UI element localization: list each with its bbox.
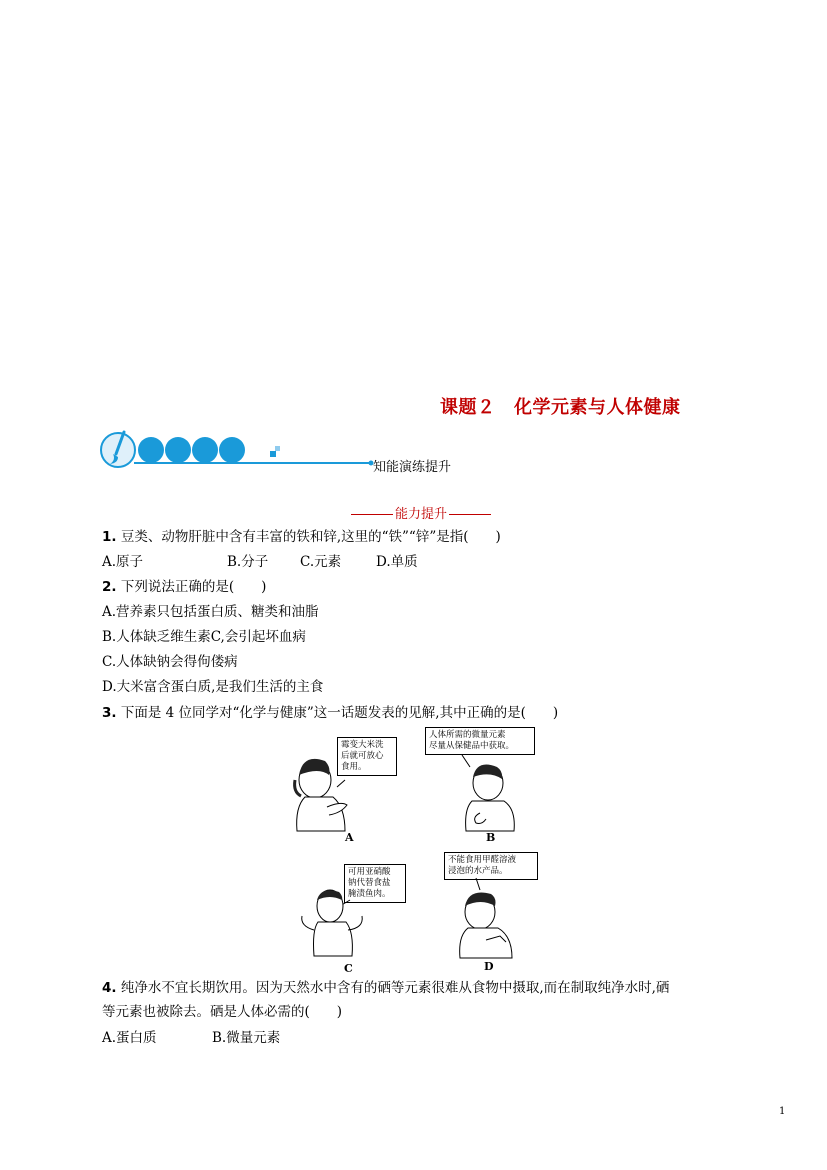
student-c-illustration: [296, 862, 416, 974]
question-2: 2. 下列说法正确的是( ): [102, 579, 267, 595]
option-d: D.单质: [376, 554, 418, 570]
question-2-option-d: D.大米富含蛋白质,是我们生活的主食: [102, 679, 324, 695]
option-a: A.原子: [102, 554, 144, 570]
question-4: 4. 纯净水不宜长期饮用。因为天然水中含有的硒等元素很难从食物中摄取,而在制取纯净水时,硒: [102, 980, 670, 996]
banner-label: 知能演练提升: [373, 460, 452, 475]
figure-c-label: C: [344, 962, 353, 975]
figure-a: [285, 735, 395, 847]
student-d-illustration: [440, 850, 560, 974]
figure-b-label: B: [486, 831, 496, 844]
figure-d-label: D: [484, 960, 494, 973]
speech-bubble-c: 可用亚硝酸 钠代替食盐 腌渍鱼肉。: [344, 864, 406, 903]
page-number: 1: [779, 1106, 786, 1117]
question-2-option-a: A.营养素只包括蛋白质、糖类和油脂: [102, 604, 319, 620]
section-label: 能力提升: [395, 507, 448, 522]
figure-d: [440, 850, 560, 974]
option-b: B.微量元素: [212, 1030, 281, 1046]
figure-b: [422, 725, 542, 845]
option-b: B.分子: [227, 554, 269, 570]
question-4-line2: 等元素也被除去。硒是人体必需的( ): [102, 1004, 343, 1020]
question-2-option-c: C.人体缺钠会得佝偻病: [102, 654, 238, 670]
question-3: 3. 下面是 4 位同学对“化学与健康”这一话题发表的见解,其中正确的是( ): [102, 705, 559, 721]
student-b-illustration: [422, 725, 542, 845]
question-4-options: [102, 1028, 280, 1048]
option-a: A.蛋白质: [102, 1030, 157, 1046]
speech-bubble-a: 霉变大米洗 后就可放心 食用。: [337, 737, 397, 776]
figure-c: [296, 862, 416, 974]
option-c: C.元素: [300, 554, 342, 570]
section-heading: [349, 503, 493, 522]
figure-a-label: A: [345, 831, 354, 844]
question-2-option-b: B.人体缺乏维生素C,会引起坏血病: [102, 629, 306, 645]
speech-bubble-d: 不能食用甲醛溶液 浸泡的水产品。: [444, 852, 538, 880]
question-1: 1. 豆类、动物肝脏中含有丰富的铁和锌,这里的“铁”“锌”是指( ): [102, 529, 501, 545]
speech-bubble-b: 人体所需的微量元素 尽量从保健品中获取。: [425, 727, 535, 755]
lesson-title: 课题２ 化学元素与人体健康: [440, 397, 681, 418]
question-1-options: [102, 552, 418, 572]
student-a-illustration: [285, 735, 395, 847]
